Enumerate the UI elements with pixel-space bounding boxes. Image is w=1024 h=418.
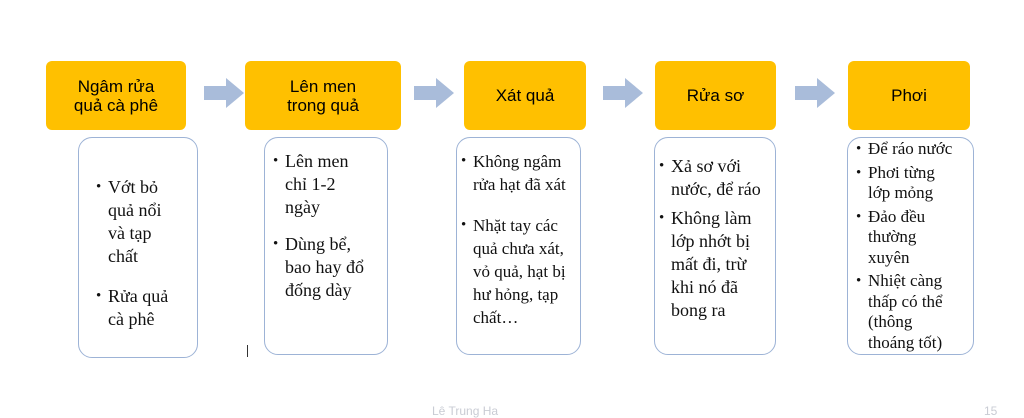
list-item: • Rửa quả cà phê <box>96 285 191 331</box>
list-item: • Xả sơ với nước, để ráo <box>659 155 772 201</box>
list-item: • Đảo đều thường xuyên <box>856 207 971 269</box>
step-box-ferment: Lên men trong quả <box>245 61 401 130</box>
arrow-right-icon <box>795 78 835 108</box>
list-item: • Phơi từng lớp mỏng <box>856 163 971 204</box>
list-item: • Vớt bỏ quả nổi và tạp chất <box>96 176 191 268</box>
arrow-right-icon <box>204 78 244 108</box>
list-item: • Dùng bể, bao hay đổ đống dày <box>273 233 383 302</box>
detail-card-rinse <box>654 137 776 355</box>
list-item: • Không làm lớp nhớt bị mất đi, trừ khi nó đã bong ra <box>659 207 772 322</box>
list-item: • Nhiệt càng thấp có thể (thông thoáng tốt) <box>856 271 971 353</box>
footer-author: Lê Trung Ha <box>432 404 499 418</box>
step-box-rinse: Rửa sơ <box>655 61 776 130</box>
detail-card-ferment <box>264 137 388 355</box>
footer-page-number: 15 <box>984 404 998 418</box>
step-box-hulling: Xát quả <box>464 61 586 130</box>
list-item: • Nhặt tay các quả chưa xát, vỏ quả, hạt bị hư hỏng, tạp chất… <box>461 214 578 329</box>
step-box-soak-wash: Ngâm rửa quả cà phê <box>46 61 186 130</box>
detail-card-hulling <box>456 137 581 355</box>
detail-card-dry <box>847 137 974 355</box>
text-cursor-mark <box>247 345 248 357</box>
list-item: • Không ngâm rửa hạt đã xát <box>461 150 578 196</box>
list-item: • Lên men chỉ 1-2 ngày <box>273 150 383 219</box>
detail-card-soak-wash <box>78 137 198 358</box>
list-item: • Để ráo nước <box>856 139 971 160</box>
arrow-right-icon <box>603 78 643 108</box>
arrow-right-icon <box>414 78 454 108</box>
step-box-dry: Phơi <box>848 61 970 130</box>
